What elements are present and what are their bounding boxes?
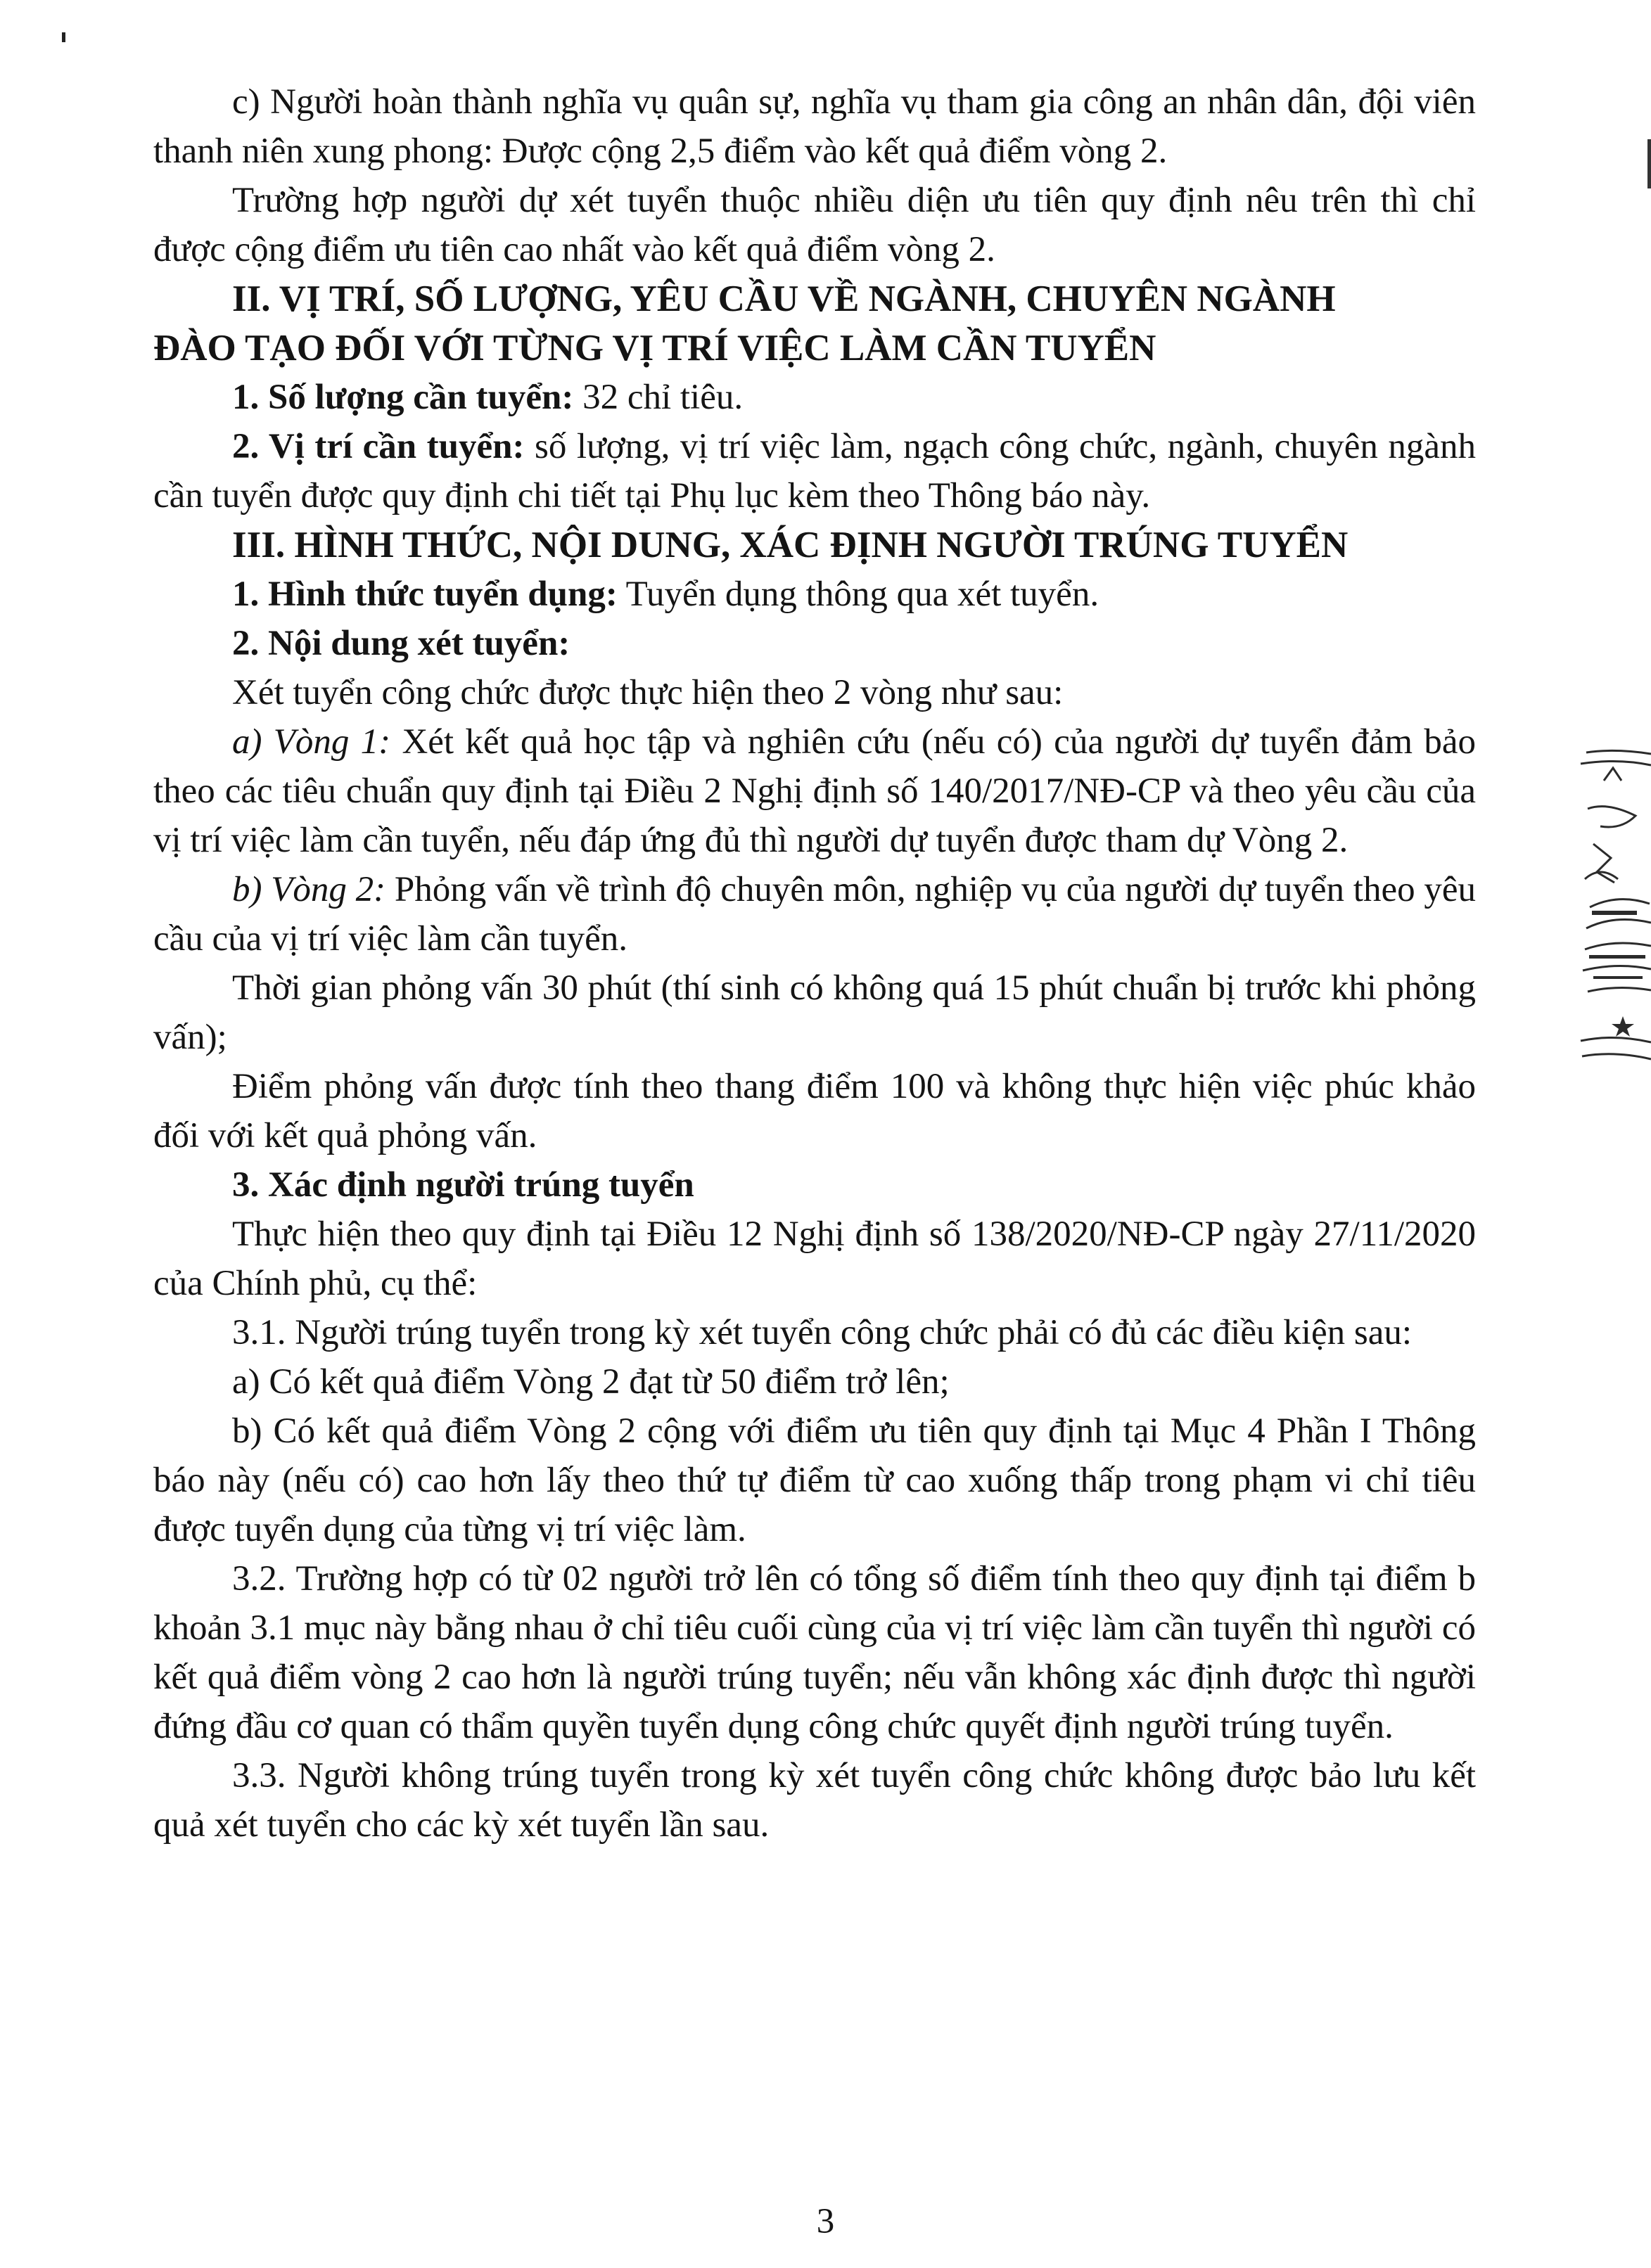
paragraph: Thời gian phỏng vấn 30 phút (thí sinh có không quá 15 phút chuẩn bị trước khi phỏng vấn); bbox=[153, 968, 1476, 1057]
item-text: 32 chỉ tiêu. bbox=[573, 378, 744, 417]
item-label: 1. Số lượng cần tuyển: bbox=[232, 378, 574, 417]
scan-edge-mark bbox=[1647, 139, 1651, 188]
item-text: Phỏng vấn về trình độ chuyên môn, nghiệp vụ của người dự tuyển theo yêu cầu của vị trí việc làm cần tuyển. bbox=[153, 870, 1476, 959]
section-heading-line: ĐÀO TẠO ĐỐI VỚI TỪNG VỊ TRÍ VIỆC LÀM CẦN TUYỂN bbox=[153, 328, 1156, 369]
subheading: 3. Xác định người trúng tuyển bbox=[232, 1165, 694, 1205]
page-number: 3 bbox=[816, 2202, 835, 2241]
scan-mark bbox=[62, 32, 65, 42]
paragraph: c) Người hoàn thành nghĩa vụ quân sự, nghĩa vụ tham gia công an nhân dân, đội viên thanh niên xung phong: Được cộng 2,5 điểm vào kết quả điểm vòng 2. bbox=[153, 82, 1476, 171]
paragraph: Điểm phỏng vấn được tính theo thang điểm 100 và không thực hiện việc phúc khảo đối với kết quả phỏng vấn. bbox=[153, 1067, 1476, 1155]
paragraph: 3.1. Người trúng tuyển trong kỳ xét tuyển công chức phải có đủ các điều kiện sau: bbox=[232, 1313, 1412, 1352]
section-heading-line: II. VỊ TRÍ, SỐ LƯỢNG, YÊU CẦU VỀ NGÀNH, CHUYÊN NGÀNH bbox=[232, 278, 1336, 319]
item-label: b) Vòng 2: bbox=[232, 870, 386, 909]
partial-red-seal-icon bbox=[1579, 738, 1651, 1069]
paragraph: Trường hợp người dự xét tuyển thuộc nhiều diện ưu tiên quy định nêu trên thì chỉ được cộng điểm ưu tiên cao nhất vào kết quả điểm vòng 2. bbox=[153, 181, 1476, 269]
document-body bbox=[153, 77, 1476, 1850]
paragraph bbox=[153, 422, 1476, 520]
paragraph: Thực hiện theo quy định tại Điều 12 Nghị định số 138/2020/NĐ-CP ngày 27/11/2020 của Chính phủ, cụ thể: bbox=[153, 1215, 1476, 1303]
item-text: Xét kết quả học tập và nghiên cứu (nếu có) của người dự tuyển đảm bảo theo các tiêu chuẩn quy định tại Điều 2 Nghị định số 140/2017/NĐ-CP và theo yêu cầu của vị trí việc làm cần tuyển, nếu đáp ứng đủ thì người dự tuyển được tham dự Vòng 2. bbox=[153, 722, 1476, 860]
item-text: Tuyển dụng thông qua xét tuyển. bbox=[617, 575, 1099, 614]
paragraph: b) Có kết quả điểm Vòng 2 cộng với điểm ưu tiên quy định tại Mục 4 Phần I Thông báo này (nếu có) cao hơn lấy theo thứ tự điểm từ cao xuống thấp trong phạm vi chỉ tiêu được tuyển dụng của từng vị trí việc làm. bbox=[153, 1411, 1476, 1549]
item-label: 1. Hình thức tuyển dụng: bbox=[232, 575, 618, 614]
paragraph: a) Có kết quả điểm Vòng 2 đạt từ 50 điểm trở lên; bbox=[232, 1362, 950, 1402]
paragraph: 3.2. Trường hợp có từ 02 người trở lên có tổng số điểm tính theo quy định tại điểm b khoản 3.1 mục này bằng nhau ở chỉ tiêu cuối cùng của vị trí việc làm cần tuyển thì người có kết quả điểm vòng 2 cao hơn là người trúng tuyển; nếu vẫn không xác định được thì người đứng đầu cơ quan có thẩm quyền tuyển dụng công chức quyết định người trúng tuyển. bbox=[153, 1559, 1476, 1746]
section-heading-iii: III. HÌNH THỨC, NỘI DUNG, XÁC ĐỊNH NGƯỜI TRÚNG TUYỂN bbox=[232, 525, 1349, 565]
paragraph bbox=[153, 373, 1476, 422]
section-heading-ii bbox=[153, 274, 1476, 373]
paragraph: Xét tuyển công chức được thực hiện theo 2 vòng như sau: bbox=[232, 673, 1064, 712]
paragraph: 3.3. Người không trúng tuyển trong kỳ xét tuyển công chức không được bảo lưu kết quả xét tuyển cho các kỳ xét tuyển lần sau. bbox=[153, 1756, 1476, 1845]
item-text: số lượng, vị trí việc làm, ngạch công chức, ngành, chuyên ngành cần tuyển được quy định chi tiết tại Phụ lục kèm theo Thông báo này. bbox=[153, 427, 1476, 515]
subheading: 2. Nội dung xét tuyển: bbox=[232, 624, 570, 663]
item-label: a) Vòng 1: bbox=[232, 722, 391, 762]
paragraph bbox=[153, 717, 1476, 865]
paragraph bbox=[153, 570, 1476, 619]
paragraph bbox=[153, 865, 1476, 963]
item-label: 2. Vị trí cần tuyển: bbox=[232, 427, 525, 466]
